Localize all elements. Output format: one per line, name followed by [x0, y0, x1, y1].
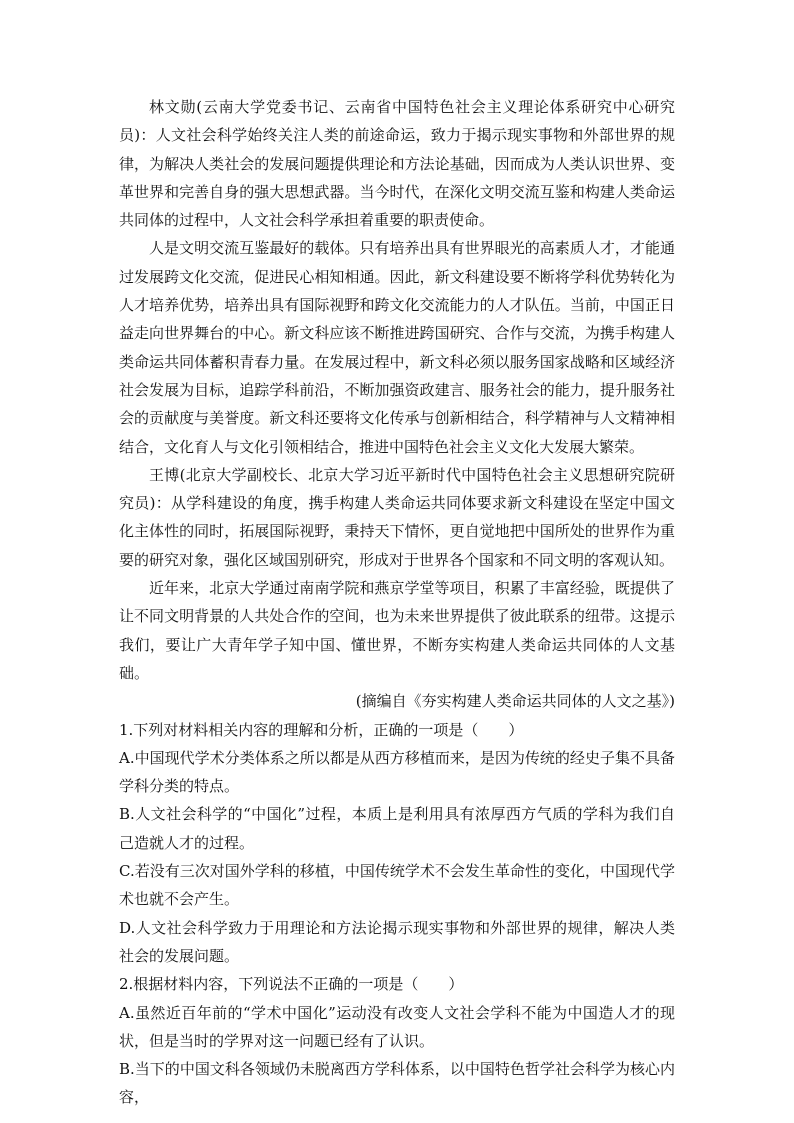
option-a: A.中国现代学术分类体系之所以都是从西方移植而来，是因为传统的经史子集不具备学科分类的特点。	[119, 748, 675, 796]
article-paragraph-peking-university: 近年来，北京大学通过南南学院和燕京学堂等项目，积累了丰富经验，既提供了让不同文明背景的人共处合作的空间，也为未来世界提供了彼此联系的纽带。这提示我们，要让广大青年学子知中国、懂世界，不断夯实构建人类命运共同体的人文基础。	[119, 579, 675, 682]
question-stem: 2.根据材料内容，下列说法不正确的一项是（ ）	[119, 975, 464, 994]
option-a: A.虽然近百年前的“学术中国化”运动没有改变人文社会学科不能为中国造人才的现状，但是当时的学界对这一问题已经有了认识。	[119, 1003, 675, 1050]
article-paragraph-lin-wenxun: 林文勋(云南大学党委书记、云南省中国特色社会主义理论体系研究中心研究员)：人文社会科学始终关注人类的前途命运，致力于揭示现实事物和外部世界的规律，为解决人类社会的发展问题提供理论和方法论基础，因而成为人类认识世界、变革世界和完善自身的强大思想武器。当今时代，在深化文明交流互鉴和构建人类命运共同体的过程中，人文社会科学承担着重要的职责使命。	[119, 98, 675, 230]
article-source: (摘编自《夯实构建人类命运共同体的人文之基》)	[355, 692, 675, 711]
question-stem: 1.下列对材料相关内容的理解和分析，正确的一项是（ ）	[119, 720, 524, 739]
question-1	[119, 716, 675, 971]
document-page	[119, 93, 675, 1112]
option-b: B.人文社会科学的“中国化”过程，本质上是利用具有浓厚西方气质的学科为我们自己造就人才的过程。	[119, 805, 675, 852]
option-c: C.若没有三次对国外学科的移植，中国传统学术不会发生革命性的变化，中国现代学术也就不会产生。	[119, 862, 675, 909]
article-paragraph-wang-bo: 王博(北京大学副校长、北京大学习近平新时代中国特色社会主义思想研究院研究员)：从学科建设的角度，携手构建人类命运共同体要求新文科建设在坚定中国文化主体性的同时，拓展国际视野，秉持天下情怀，更自觉地把中国所处的世界作为重要的研究对象，强化区域国别研究，形成对于世界各个国家和不同文明的客观认知。	[119, 465, 675, 569]
article-paragraph-talent: 人是文明交流互鉴最好的载体。只有培养出具有世界眼光的高素质人才，才能通过发展跨文化交流，促进民心相知相通。因此，新文科建设要不断将学科优势转化为人才培养优势，培养出具有国际视野和跨文化交流能力的人才队伍。当前，中国正日益走向世界舞台的中心。新文科应该不断推进跨国研究、合作与交流，为携手构建人类命运共同体蓄积青春力量。在发展过程中，新文科必须以服务国家战略和区域经济社会发展为目标，追踪学科前沿，不断加强资政建言、服务社会的能力，提升服务社会的贡献度与美誉度。新文科还要将文化传承与创新相结合，科学精神与人文精神相结合，文化育人与文化引领相结合，推进中国特色社会主义文化大发展大繁荣。	[119, 239, 675, 456]
option-b: B.当下的中国文科各领域仍未脱离西方学科体系，以中国特色哲学社会科学为核心内容，	[119, 1060, 675, 1107]
question-2	[119, 970, 675, 1111]
option-d: D.人文社会科学致力于用理论和方法论揭示现实事物和外部世界的规律，解决人类社会的发展问题。	[119, 918, 675, 965]
